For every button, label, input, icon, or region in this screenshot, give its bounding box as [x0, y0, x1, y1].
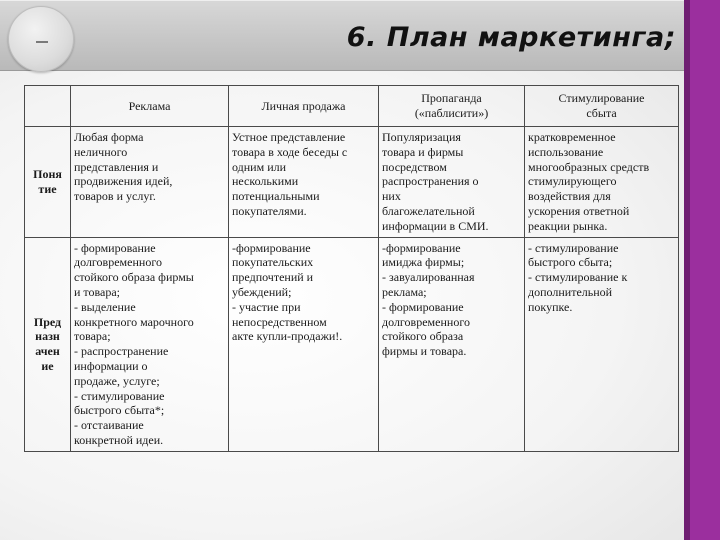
- table-cell: Популяризация товара и фирмы посредством распространения о них благожелательной информации в СМИ.: [379, 127, 525, 238]
- table-cell: - формирование долговременного стойкого образа фирмы и товара; - выделение конкретного марочного товара; - распространение информации о продаже, услуге; - стимулирование быстрого сбыта*; - отстаивание конкретной идеи.: [71, 237, 229, 451]
- table-cell: -формирование покупательских предпочтений и убеждений; - участие при непосредственном акте купли-продажи!.: [229, 237, 379, 451]
- row-label-purpose: Пред назн ачен ие: [25, 237, 71, 451]
- table-cell: - стимулирование быстрого сбыта; - стимулирование к дополнительной покупке.: [525, 237, 679, 451]
- header-cell-empty: [25, 86, 71, 127]
- table-row-concept: [25, 127, 679, 238]
- header-cell-sales-promotion: Стимулирование сбыта: [525, 86, 679, 127]
- table-header-row: [25, 86, 679, 127]
- table-cell: Любая форма неличного представления и продвижения идей, товаров и услуг.: [71, 127, 229, 238]
- header-cell-publicity: Пропаганда («паблисити»): [379, 86, 525, 127]
- header-cell-personal-selling: Личная продажа: [229, 86, 379, 127]
- row-label-concept: Поня тие: [25, 127, 71, 238]
- decorative-circle-icon: [8, 6, 74, 72]
- table-cell: кратковременное использование многообразных средств стимулирующего воздействия для ускорения ответной реакции рынка.: [525, 127, 679, 238]
- marketing-plan-table: [24, 85, 679, 452]
- table-cell: -формирование имиджа фирмы; - завуалированная реклама; - формирование долговременного стойкого образа фирмы и товара.: [379, 237, 525, 451]
- table-row-purpose: [25, 237, 679, 451]
- header-cell-advertising: Реклама: [71, 86, 229, 127]
- slide-title: 6. План маркетинга;: [346, 22, 676, 53]
- dash-icon: [36, 41, 48, 43]
- accent-side-bar: [684, 0, 720, 540]
- table-cell: Устное представление товара в ходе беседы с одним или несколькими потенциальными покупателями.: [229, 127, 379, 238]
- accent-bar-shade: [684, 0, 690, 540]
